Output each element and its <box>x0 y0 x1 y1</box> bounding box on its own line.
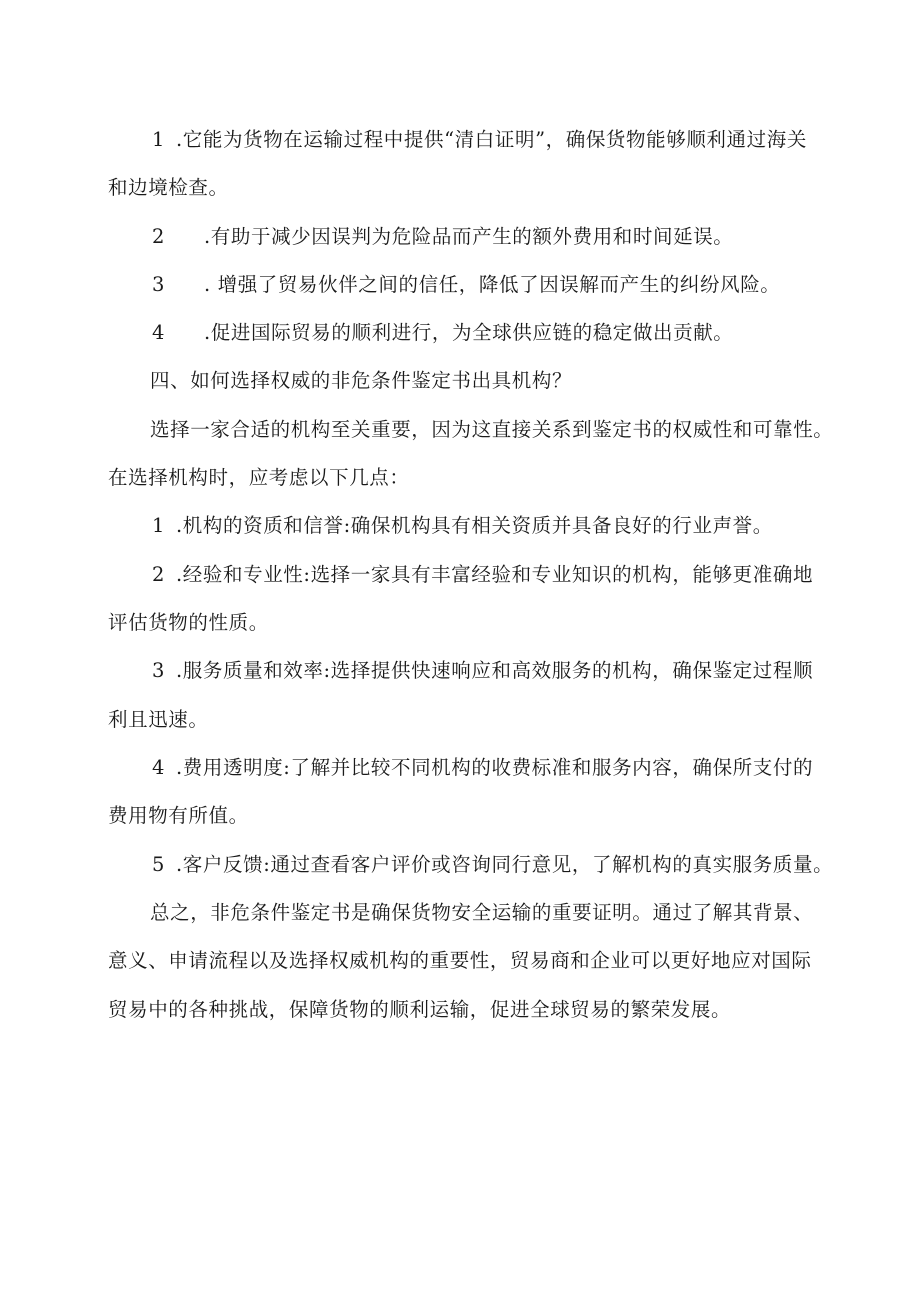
section-heading-text: 四、如何选择权威的非危条件鉴定书出具机构？ <box>150 369 573 392</box>
list-text: 和边境检查。 <box>108 176 229 199</box>
conclusion-line-1 <box>150 898 813 928</box>
list-number: 4 <box>152 756 166 779</box>
list-item-1-line-1 <box>152 125 807 155</box>
criteria-item-2-line-2 <box>108 608 269 638</box>
list-text: .费用透明度:了解并比较不同机构的收费标准和服务内容，确保所支付的 <box>176 756 814 779</box>
list-text: 评估货物的性质。 <box>108 611 269 634</box>
paragraph-text: 意义、申请流程以及选择权威机构的重要性，贸易商和企业可以更好地应对国际 <box>108 949 812 972</box>
criteria-item-4-line-2 <box>108 801 249 831</box>
list-text: .有助于减少因误判为危险品而产生的额外费用和时间延误。 <box>204 225 734 248</box>
list-text: 利且迅速。 <box>108 708 209 731</box>
criteria-item-1 <box>152 511 773 541</box>
criteria-item-5 <box>152 850 833 880</box>
paragraph-text: 选择一家合适的机构至关重要，因为这直接关系到鉴定书的权威性和可靠性。 <box>150 418 834 441</box>
list-number: 4 <box>152 321 166 344</box>
list-text: .促进国际贸易的顺利进行，为全球供应链的稳定做出贡献。 <box>204 321 734 344</box>
list-item-2 <box>152 222 733 252</box>
list-number: 2 <box>152 225 166 248</box>
list-number: 1 <box>152 514 166 537</box>
list-text: . 增强了贸易伙伴之间的信任，降低了因误解而产生的纠纷风险。 <box>204 273 781 296</box>
list-text: 费用物有所值。 <box>108 804 249 827</box>
list-number: 3 <box>152 659 166 682</box>
list-number: 1 <box>152 128 166 151</box>
list-item-3 <box>152 270 780 300</box>
list-text: .经验和专业性:选择一家具有丰富经验和专业知识的机构，能够更准确地 <box>176 563 814 586</box>
paragraph-line <box>150 415 833 445</box>
criteria-item-4-line-1 <box>152 753 813 783</box>
conclusion-line-3 <box>108 995 731 1025</box>
list-text: .它能为货物在运输过程中提供“清白证明”，确保货物能够顺利通过海关 <box>176 128 807 151</box>
list-text: .客户反馈:通过查看客户评价或咨询同行意见，了解机构的真实服务质量。 <box>176 853 834 876</box>
list-text: .机构的资质和信誉:确保机构具有相关资质并具备良好的行业声誉。 <box>176 514 773 537</box>
paragraph-text: 总之，非危条件鉴定书是确保货物安全运输的重要证明。通过了解其背景、 <box>150 901 814 924</box>
criteria-item-2-line-1 <box>152 560 813 590</box>
list-item-4 <box>152 318 733 348</box>
paragraph-text: 贸易中的各种挑战，保障货物的顺利运输，促进全球贸易的繁荣发展。 <box>108 998 732 1021</box>
list-number: 2 <box>152 563 166 586</box>
section-heading <box>150 366 572 396</box>
list-item-1-line-2 <box>108 173 229 203</box>
criteria-item-3-line-2 <box>108 705 209 735</box>
paragraph-line <box>108 463 410 493</box>
list-number: 5 <box>152 853 166 876</box>
paragraph-text: 在选择机构时，应考虑以下几点： <box>108 466 410 489</box>
list-text: .服务质量和效率:选择提供快速响应和高效服务的机构，确保鉴定过程顺 <box>176 659 814 682</box>
conclusion-line-2 <box>108 946 812 976</box>
list-number: 3 <box>152 273 166 296</box>
criteria-item-3-line-1 <box>152 656 813 686</box>
